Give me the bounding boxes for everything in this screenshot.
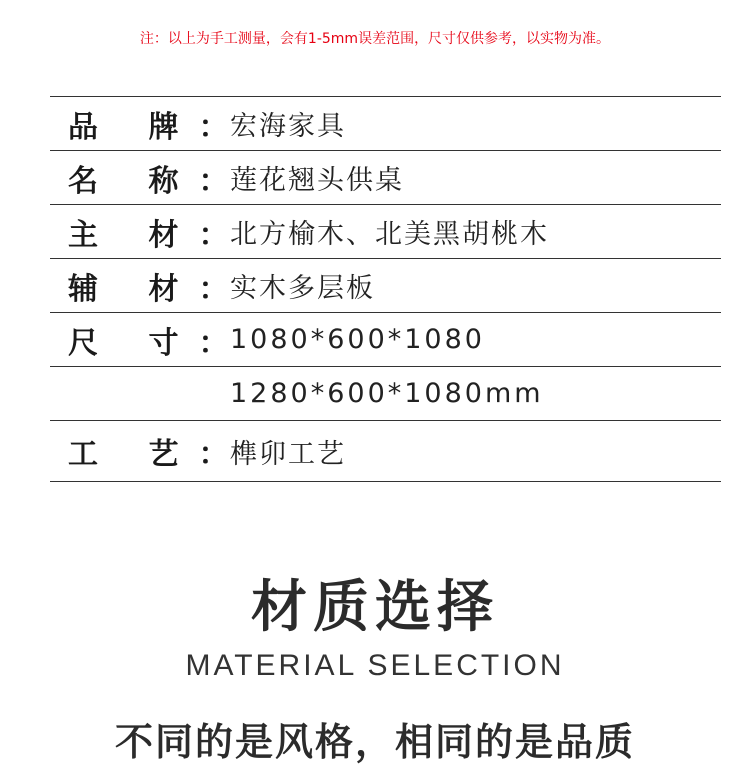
spec-value: 宏海家具 [230,111,346,142]
spec-label: 品 牌： [68,109,249,145]
spec-row-size [50,312,721,366]
spec-row-size-alt [50,366,721,420]
spec-label: 名 称： [68,163,249,199]
spec-label: 尺 寸： [68,325,249,361]
spec-table [50,96,721,482]
spec-row-main-material [50,204,721,258]
section-subtitle: MATERIAL SELECTION [185,649,565,682]
spec-value: 北方榆木、北美黑胡桃木 [230,219,549,250]
spec-row-aux-material [50,258,721,312]
spec-row-craft [50,420,721,482]
spec-value: 榫卯工艺 [230,438,346,470]
section-tagline: 不同的是风格，相同的是品质 [114,720,635,764]
disclaimer-note: 注：以上为手工测量，会有1-5mm误差范围，尺寸仅供参考，以实物为准。 [139,31,611,47]
spec-row-brand [50,96,721,150]
spec-value: 1280*600*1080mm [230,378,544,409]
spec-value: 实木多层板 [230,273,375,304]
spec-value: 1080*600*1080 [230,324,485,355]
spec-value: 莲花翘头供桌 [230,165,404,196]
spec-label: 主 材： [68,217,249,253]
spec-row-name [50,150,721,204]
spec-label: 工 艺： [68,437,249,472]
spec-label: 辅 材： [68,271,249,307]
section-title: 材质选择 [251,575,499,640]
